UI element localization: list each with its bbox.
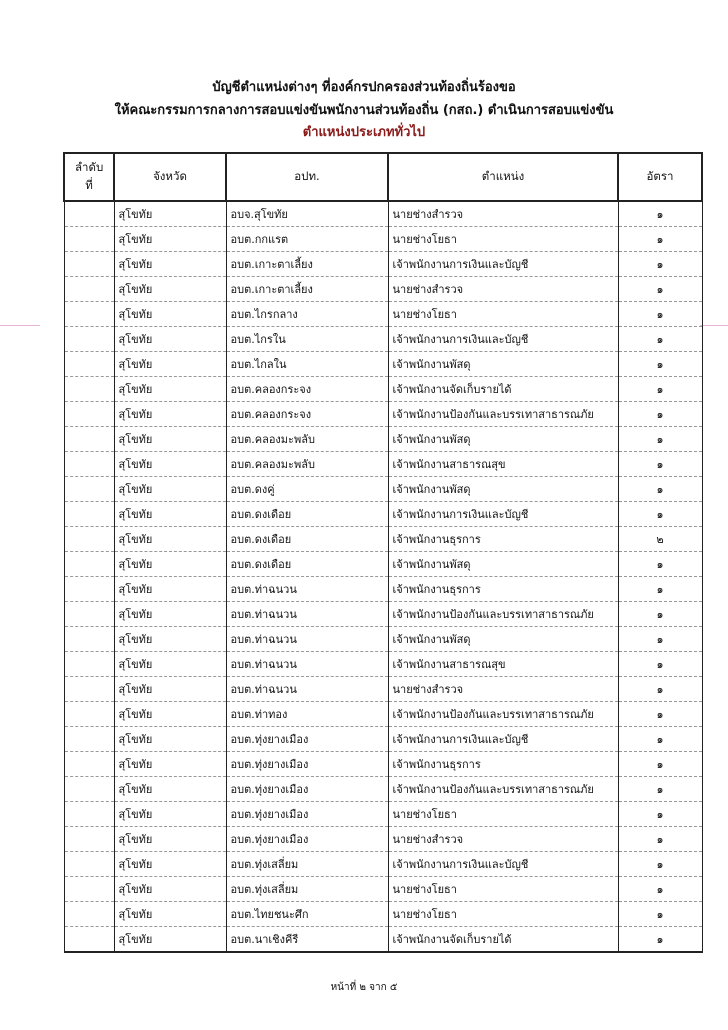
- table-row: [64, 527, 702, 552]
- cell-org: อบต.ท่าฉนวน: [226, 577, 388, 602]
- cell-rate: ๑: [618, 802, 702, 827]
- table-row: [64, 477, 702, 502]
- cell-position: นายช่างโยธา: [388, 877, 618, 902]
- cell-org: อบต.ทุ่งยางเมือง: [226, 802, 388, 827]
- cell-no: [64, 327, 114, 352]
- cell-province: สุโขทัย: [114, 277, 226, 302]
- cell-rate: ๑: [618, 827, 702, 852]
- cell-position: เจ้าพนักงานการเงินและบัญชี: [388, 852, 618, 877]
- cell-province: สุโขทัย: [114, 577, 226, 602]
- cell-position: เจ้าพนักงานธุรการ: [388, 752, 618, 777]
- table-row: [64, 452, 702, 477]
- cell-no: [64, 527, 114, 552]
- cell-org: อบต.เกาะตาเลี้ยง: [226, 277, 388, 302]
- cell-position: เจ้าพนักงานการเงินและบัญชี: [388, 327, 618, 352]
- cell-rate: ๑: [618, 552, 702, 577]
- cell-position: เจ้าพนักงานพัสดุ: [388, 352, 618, 377]
- cell-rate: ๑: [618, 477, 702, 502]
- cell-province: สุโขทัย: [114, 652, 226, 677]
- cell-position: เจ้าพนักงานพัสดุ: [388, 627, 618, 652]
- cell-no: [64, 427, 114, 452]
- cell-org: อบต.ไกรกลาง: [226, 302, 388, 327]
- table-row: [64, 727, 702, 752]
- cell-province: สุโขทัย: [114, 852, 226, 877]
- cell-position: เจ้าพนักงานป้องกันและบรรเทาสาธารณภัย: [388, 602, 618, 627]
- cell-position: เจ้าพนักงานจัดเก็บรายได้: [388, 377, 618, 402]
- cell-position: เจ้าพนักงานป้องกันและบรรเทาสาธารณภัย: [388, 402, 618, 427]
- positions-table: [63, 152, 703, 953]
- table-row: [64, 552, 702, 577]
- header-rate: อัตรา: [618, 153, 702, 201]
- cell-province: สุโขทัย: [114, 402, 226, 427]
- cell-rate: ๑: [618, 302, 702, 327]
- table-row: [64, 602, 702, 627]
- cell-province: สุโขทัย: [114, 477, 226, 502]
- cell-rate: ๑: [618, 377, 702, 402]
- cell-org: อบจ.สุโขทัย: [226, 201, 388, 227]
- cell-rate: ๑: [618, 252, 702, 277]
- cell-province: สุโขทัย: [114, 902, 226, 927]
- cell-rate: ๑: [618, 852, 702, 877]
- cell-rate: ๑: [618, 277, 702, 302]
- cell-org: อบต.นาเชิงคีรี: [226, 927, 388, 953]
- cell-rate: ๑: [618, 652, 702, 677]
- cell-org: อบต.ดงเดือย: [226, 552, 388, 577]
- cell-org: อบต.คลองกระจง: [226, 377, 388, 402]
- cell-rate: ๑: [618, 727, 702, 752]
- table-row: [64, 427, 702, 452]
- cell-rate: ๑: [618, 877, 702, 902]
- cell-no: [64, 502, 114, 527]
- table-row: [64, 702, 702, 727]
- table-row: [64, 377, 702, 402]
- cell-province: สุโขทัย: [114, 227, 226, 252]
- cell-no: [64, 277, 114, 302]
- table-row: [64, 352, 702, 377]
- table-row: [64, 577, 702, 602]
- table-row: [64, 902, 702, 927]
- cell-rate: ๑: [618, 627, 702, 652]
- table-row: [64, 677, 702, 702]
- header-province: จังหวัด: [114, 153, 226, 201]
- cell-org: อบต.ทุ่งยางเมือง: [226, 777, 388, 802]
- cell-position: เจ้าพนักงานป้องกันและบรรเทาสาธารณภัย: [388, 777, 618, 802]
- cell-position: นายช่างโยธา: [388, 902, 618, 927]
- cell-rate: ๑: [618, 752, 702, 777]
- cell-province: สุโขทัย: [114, 752, 226, 777]
- cell-position: เจ้าพนักงานพัสดุ: [388, 477, 618, 502]
- cell-rate: ๑: [618, 577, 702, 602]
- cell-no: [64, 652, 114, 677]
- table-row: [64, 252, 702, 277]
- cell-org: อบต.ไกรใน: [226, 327, 388, 352]
- cell-org: อบต.ทุ่งเสลี่ยม: [226, 852, 388, 877]
- cell-province: สุโขทัย: [114, 377, 226, 402]
- cell-org: อบต.คลองมะพลับ: [226, 452, 388, 477]
- cell-no: [64, 802, 114, 827]
- cell-province: สุโขทัย: [114, 502, 226, 527]
- cell-province: สุโขทัย: [114, 302, 226, 327]
- cell-position: เจ้าพนักงานพัสดุ: [388, 427, 618, 452]
- cell-position: เจ้าพนักงานการเงินและบัญชี: [388, 252, 618, 277]
- cell-no: [64, 477, 114, 502]
- cell-no: [64, 402, 114, 427]
- cell-rate: ๑: [618, 702, 702, 727]
- page-number: หน้าที่ ๒ จาก ๕: [330, 982, 398, 993]
- cell-position: เจ้าพนักงานป้องกันและบรรเทาสาธารณภัย: [388, 702, 618, 727]
- cell-org: อบต.ทุ่งยางเมือง: [226, 827, 388, 852]
- cell-rate: ๑: [618, 427, 702, 452]
- table-row: [64, 502, 702, 527]
- cell-no: [64, 252, 114, 277]
- cell-no: [64, 852, 114, 877]
- cell-no: [64, 627, 114, 652]
- cell-org: อบต.ดงคู่: [226, 477, 388, 502]
- cell-no: [64, 201, 114, 227]
- cell-org: อบต.ท่าทอง: [226, 702, 388, 727]
- cell-org: อบต.ท่าฉนวน: [226, 677, 388, 702]
- cell-province: สุโขทัย: [114, 777, 226, 802]
- cell-province: สุโขทัย: [114, 327, 226, 352]
- table-row: [64, 327, 702, 352]
- document-subtitle: ตำแหน่งประเภททั่วไป: [302, 125, 426, 140]
- table-row: [64, 777, 702, 802]
- cell-no: [64, 877, 114, 902]
- cell-rate: ๑: [618, 402, 702, 427]
- cell-no: [64, 777, 114, 802]
- cell-no: [64, 552, 114, 577]
- cell-no: [64, 377, 114, 402]
- cell-org: อบต.กกแรต: [226, 227, 388, 252]
- cell-province: สุโขทัย: [114, 702, 226, 727]
- cell-position: เจ้าพนักงานพัสดุ: [388, 552, 618, 577]
- cell-position: นายช่างโยธา: [388, 227, 618, 252]
- scan-mark: [0, 325, 40, 326]
- cell-no: [64, 927, 114, 953]
- cell-rate: ๒: [618, 527, 702, 552]
- cell-position: เจ้าพนักงานธุรการ: [388, 577, 618, 602]
- cell-position: นายช่างสำรวจ: [388, 277, 618, 302]
- cell-position: นายช่างสำรวจ: [388, 827, 618, 852]
- cell-no: [64, 577, 114, 602]
- cell-province: สุโขทัย: [114, 427, 226, 452]
- scan-mark: [700, 325, 728, 326]
- cell-rate: ๑: [618, 502, 702, 527]
- cell-org: อบต.ดงเดือย: [226, 527, 388, 552]
- cell-province: สุโขทัย: [114, 552, 226, 577]
- cell-org: อบต.เกาะตาเลี้ยง: [226, 252, 388, 277]
- cell-province: สุโขทัย: [114, 252, 226, 277]
- cell-province: สุโขทัย: [114, 927, 226, 953]
- cell-position: นายช่างโยธา: [388, 302, 618, 327]
- cell-rate: ๑: [618, 902, 702, 927]
- cell-province: สุโขทัย: [114, 527, 226, 552]
- cell-province: สุโขทัย: [114, 827, 226, 852]
- cell-province: สุโขทัย: [114, 452, 226, 477]
- cell-position: เจ้าพนักงานสาธารณสุข: [388, 652, 618, 677]
- cell-no: [64, 302, 114, 327]
- cell-org: อบต.คลองกระจง: [226, 402, 388, 427]
- cell-org: อบต.คลองมะพลับ: [226, 427, 388, 452]
- cell-no: [64, 602, 114, 627]
- cell-rate: ๑: [618, 227, 702, 252]
- table-row: [64, 852, 702, 877]
- cell-org: อบต.ท่าฉนวน: [226, 627, 388, 652]
- table-header-row: [64, 153, 702, 201]
- cell-position: นายช่างสำรวจ: [388, 677, 618, 702]
- cell-no: [64, 902, 114, 927]
- cell-org: อบต.ทุ่งยางเมือง: [226, 752, 388, 777]
- header-no: ลำดับที่: [64, 153, 114, 201]
- cell-position: เจ้าพนักงานการเงินและบัญชี: [388, 502, 618, 527]
- cell-no: [64, 677, 114, 702]
- cell-no: [64, 352, 114, 377]
- table-row: [64, 277, 702, 302]
- cell-province: สุโขทัย: [114, 802, 226, 827]
- cell-province: สุโขทัย: [114, 677, 226, 702]
- cell-province: สุโขทัย: [114, 201, 226, 227]
- cell-province: สุโขทัย: [114, 727, 226, 752]
- cell-rate: ๑: [618, 927, 702, 953]
- header-org: อปท.: [226, 153, 388, 201]
- cell-position: เจ้าพนักงานธุรการ: [388, 527, 618, 552]
- cell-no: [64, 227, 114, 252]
- cell-rate: ๑: [618, 201, 702, 227]
- cell-position: นายช่างโยธา: [388, 802, 618, 827]
- table-row: [64, 302, 702, 327]
- cell-org: อบต.ไทยชนะศึก: [226, 902, 388, 927]
- cell-rate: ๑: [618, 327, 702, 352]
- document-title-line-2: ให้คณะกรรมการกลางการสอบแข่งขันพนักงานส่วนท้องถิ่น (กสถ.) ดำเนินการสอบแข่งขัน: [114, 103, 614, 118]
- cell-position: นายช่างสำรวจ: [388, 201, 618, 227]
- table-row: [64, 927, 702, 953]
- cell-no: [64, 452, 114, 477]
- cell-org: อบต.ไกลใน: [226, 352, 388, 377]
- cell-no: [64, 702, 114, 727]
- cell-rate: ๑: [618, 452, 702, 477]
- table-row: [64, 827, 702, 852]
- cell-org: อบต.ดงเดือย: [226, 502, 388, 527]
- table-row: [64, 802, 702, 827]
- cell-province: สุโขทัย: [114, 627, 226, 652]
- table-row: [64, 201, 702, 227]
- cell-org: อบต.ท่าฉนวน: [226, 602, 388, 627]
- cell-org: อบต.ทุ่งเสลี่ยม: [226, 877, 388, 902]
- table-row: [64, 402, 702, 427]
- cell-province: สุโขทัย: [114, 352, 226, 377]
- cell-no: [64, 752, 114, 777]
- table-row: [64, 227, 702, 252]
- cell-province: สุโขทัย: [114, 877, 226, 902]
- cell-position: เจ้าพนักงานการเงินและบัญชี: [388, 727, 618, 752]
- cell-position: เจ้าพนักงานจัดเก็บรายได้: [388, 927, 618, 953]
- cell-position: เจ้าพนักงานสาธารณสุข: [388, 452, 618, 477]
- cell-rate: ๑: [618, 777, 702, 802]
- cell-rate: ๑: [618, 602, 702, 627]
- table-row: [64, 877, 702, 902]
- cell-rate: ๑: [618, 352, 702, 377]
- cell-org: อบต.ท่าฉนวน: [226, 652, 388, 677]
- cell-org: อบต.ทุ่งยางเมือง: [226, 727, 388, 752]
- table-row: [64, 627, 702, 652]
- document-title-line-1: บัญชีตำแหน่งต่างๆ ที่องค์กรปกครองส่วนท้องถิ่นร้องขอ: [212, 80, 516, 95]
- header-position: ตำแหน่ง: [388, 153, 618, 201]
- cell-province: สุโขทัย: [114, 602, 226, 627]
- table-row: [64, 752, 702, 777]
- table-row: [64, 652, 702, 677]
- cell-rate: ๑: [618, 677, 702, 702]
- cell-no: [64, 727, 114, 752]
- cell-no: [64, 827, 114, 852]
